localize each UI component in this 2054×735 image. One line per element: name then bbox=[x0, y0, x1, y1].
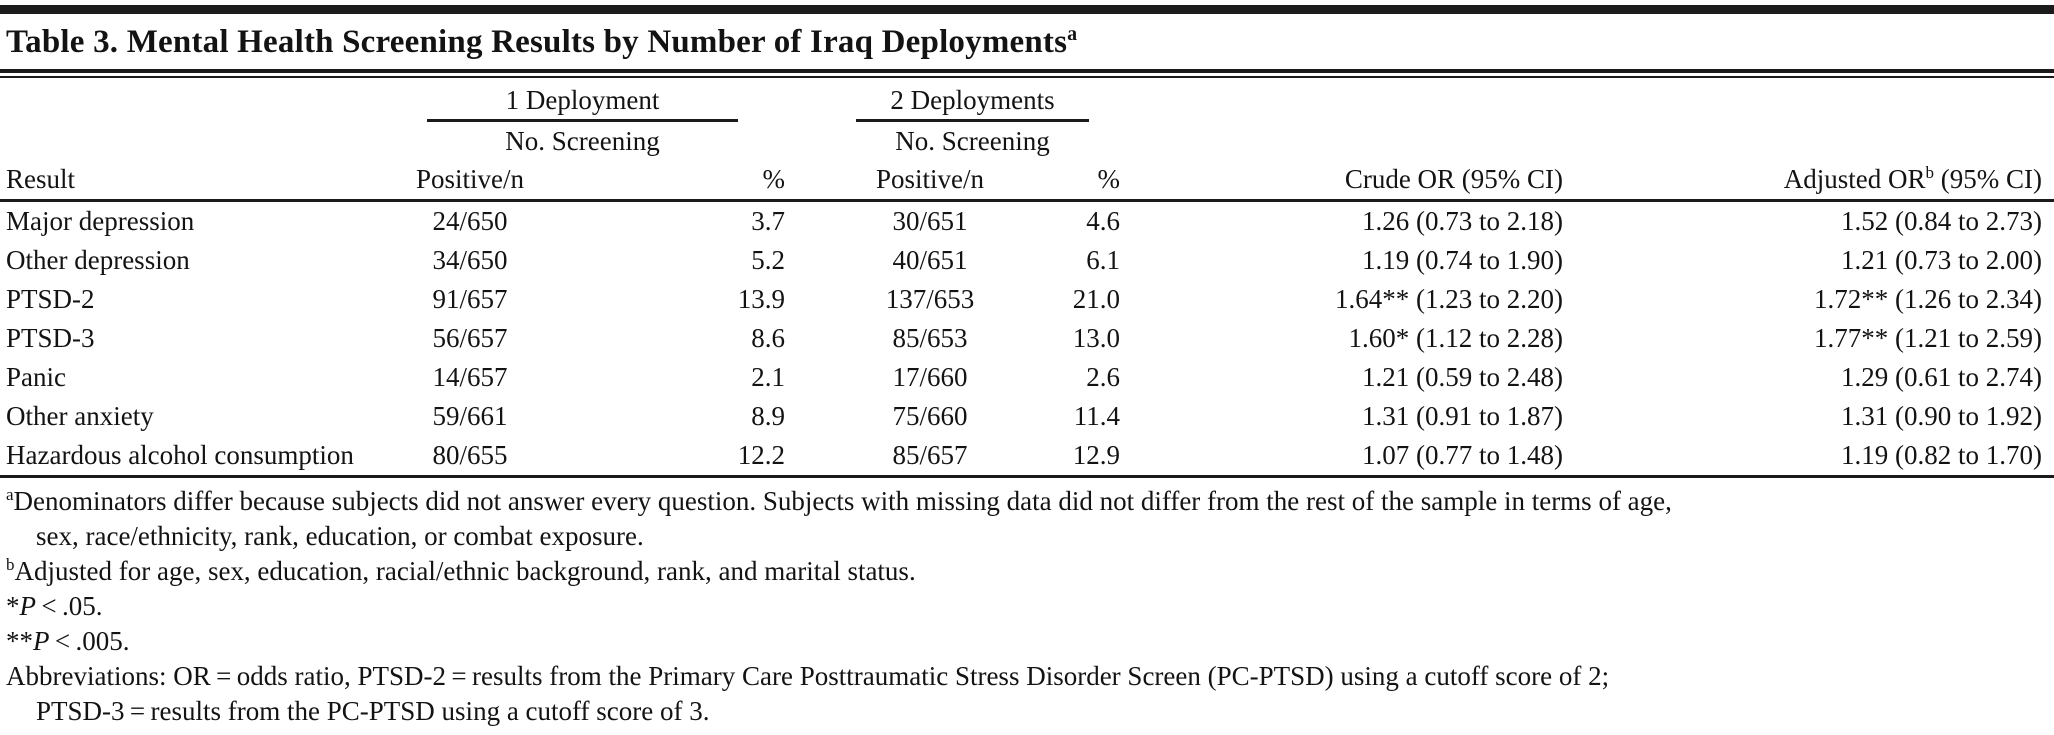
cell-adjusted-or: 1.31 (0.90 to 1.92) bbox=[1841, 401, 2043, 431]
empty-cell bbox=[1140, 78, 1565, 123]
cell-crude-or: 1.26 (0.73 to 2.18) bbox=[1362, 206, 1564, 236]
cell-d2-positive-n: 85/657 bbox=[805, 436, 1055, 477]
cell-crude-or: 1.07 (0.77 to 1.48) bbox=[1140, 436, 1565, 477]
cell-d2-positive-n: 85/653 bbox=[892, 323, 968, 353]
cell-adjusted-or: 1.19 (0.82 to 1.70) bbox=[1565, 436, 2054, 477]
table-title-text: Table 3. Mental Health Screening Results by Number of Iraq Deployments bbox=[6, 24, 1068, 60]
positive-n-column-header-1: Positive/n bbox=[360, 159, 580, 201]
table-footnotes bbox=[0, 484, 2054, 729]
cell-d2-positive-n: 75/660 bbox=[892, 401, 968, 431]
footnote-p005-symbol: P bbox=[33, 626, 50, 656]
percent-column-header-2: % bbox=[1055, 159, 1140, 201]
table-title bbox=[6, 23, 2054, 61]
cell-adjusted-or: 1.52 (0.84 to 2.73) bbox=[1841, 206, 2043, 236]
cell-result: PTSD-3 bbox=[6, 323, 95, 353]
no-screening-header-1: No. Screening bbox=[505, 126, 660, 156]
results-table bbox=[0, 78, 2054, 478]
cell-crude-or: 1.21 (0.59 to 2.48) bbox=[1362, 362, 1564, 392]
cell-d1-positive-n: 80/655 bbox=[360, 436, 580, 477]
cell-d1-percent: 12.2 bbox=[580, 436, 805, 477]
empty-cell bbox=[1140, 123, 1565, 159]
footnote-a bbox=[6, 484, 2048, 554]
table-row-hazardous-alcohol bbox=[0, 436, 2054, 477]
cell-d1-percent: 5.2 bbox=[751, 245, 786, 275]
group-underline bbox=[427, 119, 737, 122]
group-header-row bbox=[0, 78, 2054, 123]
cell-result: Other anxiety bbox=[6, 401, 154, 431]
cell-crude-or: 1.60* (1.12 to 2.28) bbox=[1348, 323, 1564, 353]
empty-cell bbox=[1565, 78, 2054, 123]
positive-n-column-header-2: Positive/n bbox=[805, 159, 1055, 201]
cell-d2-percent: 13.0 bbox=[1072, 323, 1121, 353]
empty-cell bbox=[0, 78, 360, 123]
cell-result: Other depression bbox=[6, 245, 190, 275]
table-row-other-depression bbox=[0, 241, 2054, 280]
group-header-2-deployments bbox=[805, 78, 1140, 123]
empty-cell bbox=[1565, 123, 2054, 159]
percent-column-header-1: % bbox=[580, 159, 805, 201]
cell-d2-positive-n: 17/660 bbox=[892, 362, 968, 392]
adjusted-or-label: Adjusted OR bbox=[1783, 164, 1926, 194]
cell-d1-positive-n: 24/650 bbox=[432, 206, 508, 236]
footnote-a-line2: sex, race/ethnicity, rank, education, or combat exposure. bbox=[36, 521, 644, 551]
cell-adjusted-or: 1.77** (1.21 to 2.59) bbox=[1814, 323, 2043, 353]
no-screening-header-2: No. Screening bbox=[895, 126, 1050, 156]
table-row-ptsd-3 bbox=[0, 319, 2054, 358]
cell-d1-percent: 8.9 bbox=[751, 401, 786, 431]
adjusted-or-superscript: b bbox=[1925, 163, 1935, 182]
group-label: 1 Deployment bbox=[505, 85, 660, 115]
cell-d2-percent: 12.9 bbox=[1055, 436, 1140, 477]
footnote-p05 bbox=[6, 589, 2048, 624]
footnote-b bbox=[6, 554, 2048, 589]
cell-d2-percent: 21.0 bbox=[1072, 284, 1121, 314]
adjusted-or-column-header bbox=[1565, 159, 2054, 201]
group-header-1-deployment bbox=[360, 78, 805, 123]
cell-d1-positive-n: 91/657 bbox=[432, 284, 508, 314]
top-rule-bar bbox=[0, 5, 2054, 14]
cell-d2-positive-n: 40/651 bbox=[892, 245, 968, 275]
cell-d1-percent: 8.6 bbox=[751, 323, 786, 353]
adjusted-or-ci-label: (95% CI) bbox=[1934, 164, 2043, 194]
cell-d2-percent: 6.1 bbox=[1086, 245, 1121, 275]
result-column-header: Result bbox=[0, 159, 360, 201]
cell-d2-positive-n: 30/651 bbox=[892, 206, 968, 236]
cell-d1-percent: 2.1 bbox=[751, 362, 786, 392]
table-title-superscript: a bbox=[1067, 23, 1078, 45]
footnote-b-marker: b bbox=[6, 555, 15, 574]
cell-result: PTSD-2 bbox=[6, 284, 95, 314]
subheader-row bbox=[0, 123, 2054, 159]
footnote-p005-marker: ** bbox=[6, 626, 33, 656]
footnote-p05-symbol: P bbox=[19, 591, 36, 621]
cell-d1-positive-n: 14/657 bbox=[432, 362, 508, 392]
title-double-rule bbox=[0, 69, 2054, 78]
cell-d1-positive-n: 59/661 bbox=[432, 401, 508, 431]
cell-d2-positive-n: 137/653 bbox=[885, 284, 975, 314]
cell-result: Hazardous alcohol consumption bbox=[0, 436, 360, 477]
table-row-ptsd-2 bbox=[0, 280, 2054, 319]
table-row-panic bbox=[0, 358, 2054, 397]
cell-d1-percent: 3.7 bbox=[751, 206, 786, 236]
crude-or-column-header: Crude OR (95% CI) bbox=[1140, 159, 1565, 201]
cell-d1-positive-n: 56/657 bbox=[432, 323, 508, 353]
footnote-p05-text: < .05. bbox=[36, 591, 103, 621]
footnote-p05-marker: * bbox=[6, 591, 20, 621]
cell-crude-or: 1.19 (0.74 to 1.90) bbox=[1362, 245, 1564, 275]
cell-d2-percent: 4.6 bbox=[1086, 206, 1121, 236]
column-header-row bbox=[0, 159, 2054, 201]
cell-adjusted-or: 1.72** (1.26 to 2.34) bbox=[1814, 284, 2043, 314]
footnote-a-line1: Denominators differ because subjects did not answer every question. Subjects with missing data did not differ from the rest of the sample in terms of age, bbox=[13, 486, 1672, 516]
table-row-major-depression bbox=[0, 201, 2054, 242]
cell-adjusted-or: 1.29 (0.61 to 2.74) bbox=[1841, 362, 2043, 392]
table-row-other-anxiety bbox=[0, 397, 2054, 436]
cell-d1-positive-n: 34/650 bbox=[432, 245, 508, 275]
footnote-p005-text: < .005. bbox=[49, 626, 130, 656]
cell-crude-or: 1.64** (1.23 to 2.20) bbox=[1335, 284, 1564, 314]
cell-d1-percent: 13.9 bbox=[737, 284, 786, 314]
cell-d2-percent: 11.4 bbox=[1073, 401, 1121, 431]
footnote-abbreviations-line2: PTSD-3 = results from the PC-PTSD using a cutoff score of 3. bbox=[36, 696, 710, 726]
cell-adjusted-or: 1.21 (0.73 to 2.00) bbox=[1841, 245, 2043, 275]
cell-result: Panic bbox=[6, 362, 66, 392]
cell-crude-or: 1.31 (0.91 to 1.87) bbox=[1362, 401, 1564, 431]
cell-d2-percent: 2.6 bbox=[1086, 362, 1121, 392]
footnote-a-marker: a bbox=[6, 485, 14, 504]
footnote-b-text: Adjusted for age, sex, education, racial/ethnic background, rank, and marital status. bbox=[14, 556, 916, 586]
footnote-p005 bbox=[6, 624, 2048, 659]
group-label: 2 Deployments bbox=[890, 85, 1055, 115]
cell-result: Major depression bbox=[6, 206, 195, 236]
group-underline bbox=[856, 119, 1089, 122]
footnote-abbreviations bbox=[6, 659, 2048, 729]
footnote-abbreviations-line1: Abbreviations: OR = odds ratio, PTSD-2 = results from the Primary Care Posttraumatic Stress Disorder Screen (PC-PTSD) using a cutoff score of 2; bbox=[6, 661, 1610, 691]
empty-cell bbox=[0, 123, 360, 159]
